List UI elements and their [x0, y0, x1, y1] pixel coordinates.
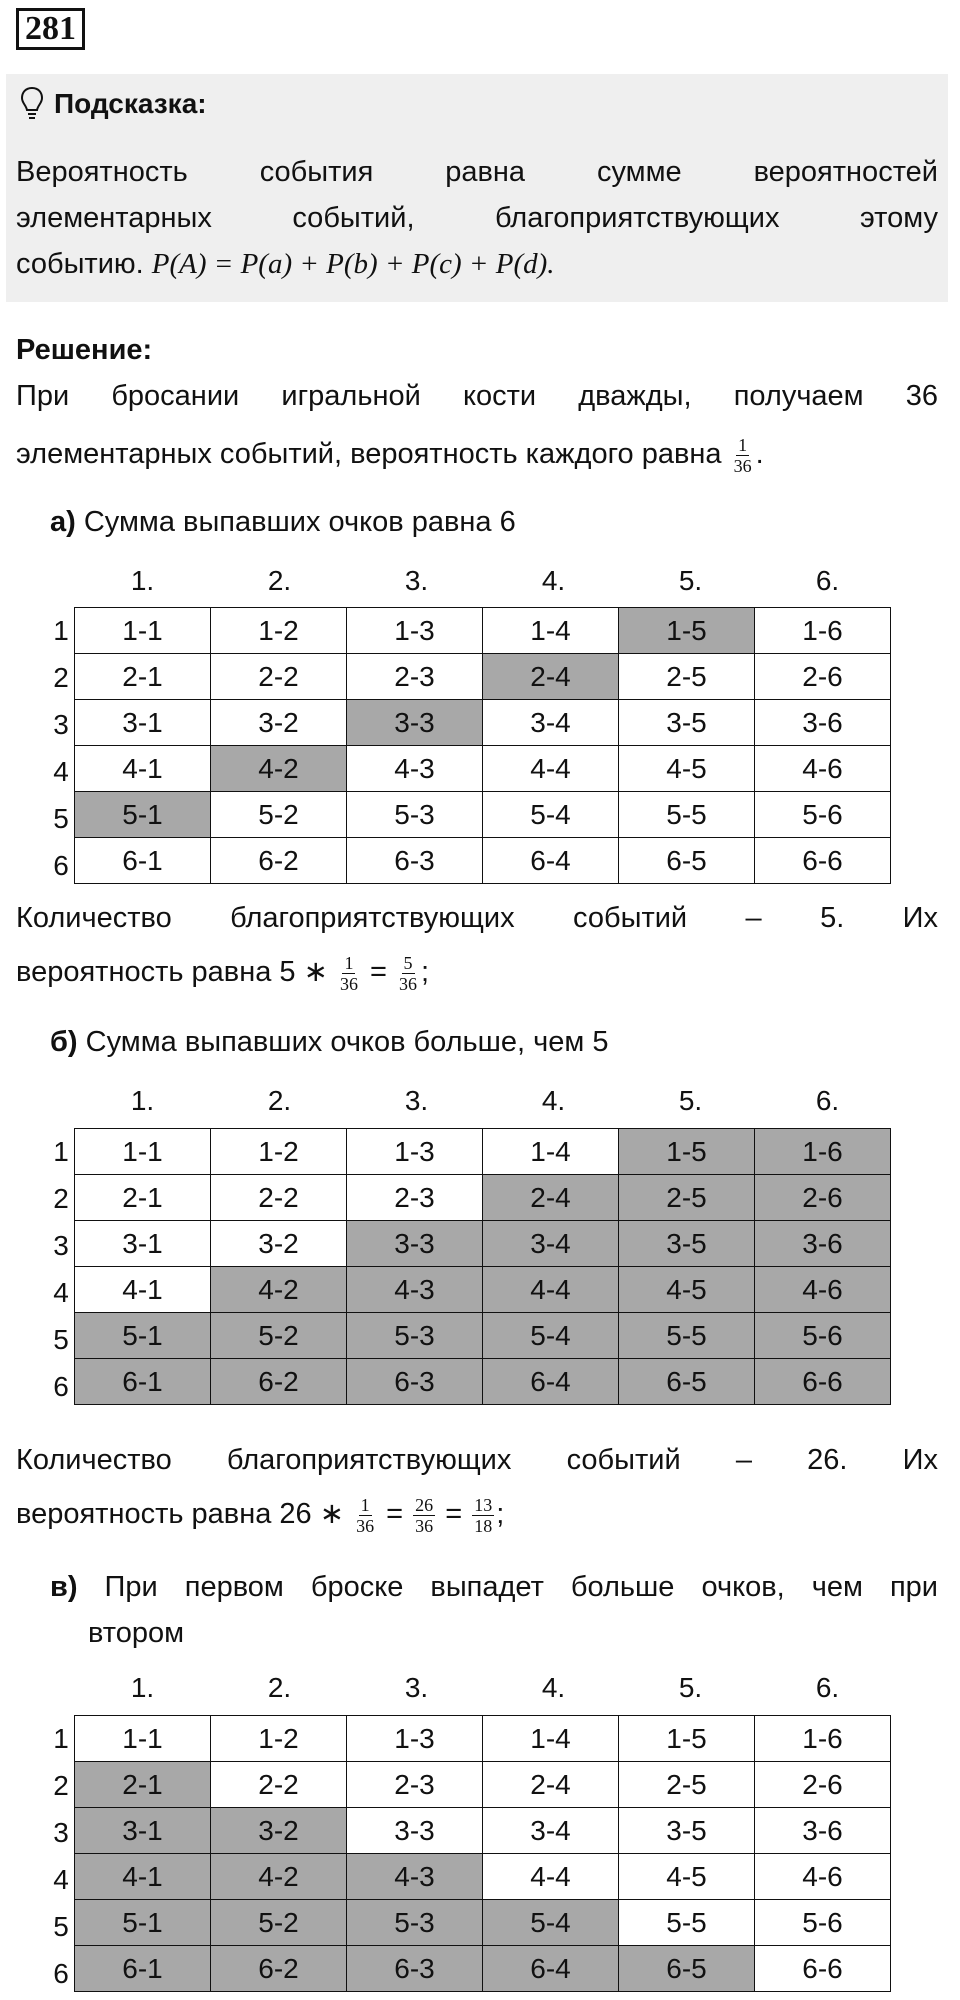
- word: игральной: [281, 380, 421, 412]
- table-cell: 1-3: [347, 608, 483, 654]
- table-cell: 2-6: [755, 1175, 891, 1221]
- hint-title: [20, 84, 207, 124]
- table-cell: 3-5: [619, 1221, 755, 1267]
- table-cell: 5-6: [755, 1313, 891, 1359]
- word: вероятностей: [753, 156, 938, 188]
- row-header: 4: [53, 1864, 69, 1895]
- table-cell: 3-4: [483, 1808, 619, 1854]
- row-header: 3: [53, 709, 69, 740]
- word: событий: [566, 1444, 681, 1476]
- table-row: [75, 838, 891, 884]
- column-header: 3.: [404, 1672, 429, 1703]
- table-cell: 2-5: [619, 1175, 755, 1221]
- word: событий: [573, 902, 688, 934]
- table-cell: 4-1: [75, 1267, 211, 1313]
- row-header: 5: [53, 1911, 69, 1942]
- fraction: $\frac{5}{36}$: [399, 952, 418, 994]
- table-row: [75, 1946, 891, 1992]
- table-cell: 5-3: [347, 1900, 483, 1946]
- column-header: 6.: [815, 1085, 840, 1116]
- word: 26.: [807, 1444, 848, 1476]
- table-cell: 6-5: [619, 1359, 755, 1405]
- table-cell: 3-2: [211, 700, 347, 746]
- table-cell: 2-3: [347, 1762, 483, 1808]
- table-row: [75, 1129, 891, 1175]
- hint-line-1: [16, 150, 938, 194]
- column-header: 5.: [678, 1672, 703, 1703]
- part-b-result-line-1: [16, 1438, 938, 1482]
- table-cell: 6-2: [211, 838, 347, 884]
- fraction: $\frac{1}{36}$: [733, 434, 752, 476]
- table-cell: 4-4: [483, 1267, 619, 1313]
- part-b-table: [74, 1128, 891, 1405]
- table-cell: 6-5: [619, 1946, 755, 1992]
- column-header: 1.: [130, 1085, 155, 1116]
- table-cell: 3-1: [75, 1221, 211, 1267]
- table-cell: 6-1: [75, 1359, 211, 1405]
- part-c-title-line-2: втором: [88, 1617, 185, 1649]
- table-cell: 6-4: [483, 838, 619, 884]
- table-cell: 2-4: [483, 1762, 619, 1808]
- table-cell: 4-2: [211, 746, 347, 792]
- table-cell: 1-1: [75, 608, 211, 654]
- table-cell: 5-1: [75, 1900, 211, 1946]
- word: равна: [445, 156, 526, 188]
- table-cell: 4-3: [347, 1267, 483, 1313]
- table-cell: 5-4: [483, 1313, 619, 1359]
- word: благоприятствующих: [226, 1444, 512, 1476]
- word: событий,: [292, 202, 415, 234]
- part-c-col-headers: [74, 1672, 896, 1704]
- result-text: вероятность равна 26 ∗: [16, 1498, 353, 1530]
- row-header: 2: [53, 1770, 69, 1801]
- table-cell: 5-3: [347, 1313, 483, 1359]
- fraction: $\frac{13}{18}$: [474, 1494, 493, 1536]
- word: 36: [905, 380, 939, 412]
- table-cell: 4-6: [755, 1267, 891, 1313]
- table-row: [75, 1175, 891, 1221]
- table-cell: 4-3: [347, 746, 483, 792]
- part-b-title: б) Сумма выпавших очков больше, чем 5: [50, 1026, 609, 1058]
- word: 5.: [820, 902, 845, 934]
- column-header: 2.: [267, 1085, 292, 1116]
- table-row: [75, 746, 891, 792]
- word: благоприятствующих: [230, 902, 515, 934]
- row-header: 5: [53, 1324, 69, 1355]
- table-cell: 5-5: [619, 1313, 755, 1359]
- task-number: 281: [16, 8, 85, 50]
- table-cell: 1-6: [755, 1716, 891, 1762]
- word: Вероятность: [16, 156, 188, 188]
- word: чем: [811, 1571, 863, 1603]
- part-a-result-line-2: вероятность равна 5 ∗ $\frac{1}{36}$ = $\frac{5}{36}$ ;: [16, 952, 430, 994]
- hint-formula: P(A) = P(a) + P(b) + P(c) + P(d).: [151, 248, 555, 280]
- part-b-row-headers: [50, 1128, 72, 1410]
- word: очков,: [701, 1571, 785, 1603]
- table-row: [75, 1854, 891, 1900]
- column-header: 4.: [541, 1085, 566, 1116]
- table-cell: 1-2: [211, 1129, 347, 1175]
- table-cell: 1-4: [483, 608, 619, 654]
- word: броске: [310, 1571, 404, 1603]
- word: выпадет: [430, 1571, 544, 1603]
- table-cell: 5-3: [347, 792, 483, 838]
- part-a-title: а) Сумма выпавших очков равна 6: [50, 506, 516, 538]
- table-row: [75, 1762, 891, 1808]
- fraction: $\frac{1}{36}$: [339, 952, 358, 994]
- row-header: 6: [53, 1958, 69, 1989]
- column-header: 3.: [404, 1085, 429, 1116]
- table-row: [75, 1313, 891, 1359]
- table-cell: 2-1: [75, 654, 211, 700]
- table-cell: 5-4: [483, 1900, 619, 1946]
- row-header: 4: [53, 1277, 69, 1308]
- word: первом: [184, 1571, 284, 1603]
- table-cell: 4-5: [619, 746, 755, 792]
- table-cell: 3-5: [619, 700, 755, 746]
- table-cell: 1-5: [619, 1129, 755, 1175]
- table-cell: 2-4: [483, 1175, 619, 1221]
- table-cell: 6-2: [211, 1359, 347, 1405]
- table-cell: 6-3: [347, 1359, 483, 1405]
- part-b-col-headers: [74, 1085, 896, 1117]
- word: кости: [462, 380, 537, 412]
- table-cell: 4-6: [755, 746, 891, 792]
- table-cell: 3-6: [755, 700, 891, 746]
- table-cell: 6-6: [755, 1359, 891, 1405]
- word: Количество: [16, 1444, 172, 1476]
- table-cell: 1-3: [347, 1716, 483, 1762]
- table-row: [75, 1267, 891, 1313]
- table-cell: 4-4: [483, 1854, 619, 1900]
- word: При: [16, 380, 70, 412]
- column-header: 3.: [404, 565, 429, 596]
- table-cell: 3-2: [211, 1808, 347, 1854]
- table-cell: 1-4: [483, 1716, 619, 1762]
- table-cell: 6-1: [75, 1946, 211, 1992]
- column-header: 1.: [130, 1672, 155, 1703]
- table-cell: 5-1: [75, 1313, 211, 1359]
- table-cell: 3-1: [75, 1808, 211, 1854]
- table-cell: 3-1: [75, 700, 211, 746]
- table-cell: 5-2: [211, 1900, 347, 1946]
- column-header: 2.: [267, 1672, 292, 1703]
- word: сумме: [596, 156, 682, 188]
- table-cell: 6-4: [483, 1359, 619, 1405]
- table-cell: 3-5: [619, 1808, 755, 1854]
- row-header: 6: [53, 1371, 69, 1402]
- table-cell: 6-1: [75, 838, 211, 884]
- part-a-row-headers: [50, 607, 72, 889]
- solution-line-2-text: элементарных событий, вероятность каждого равна: [16, 438, 722, 470]
- word: –: [735, 1444, 752, 1476]
- part-c-table: [74, 1715, 891, 1992]
- column-header: 5.: [678, 1085, 703, 1116]
- table-cell: 4-6: [755, 1854, 891, 1900]
- row-header: 1: [53, 615, 69, 646]
- solution-line-2: элементарных событий, вероятность каждого равна $\frac{1}{36}$ .: [16, 434, 764, 476]
- row-header: 3: [53, 1230, 69, 1261]
- table-cell: 4-3: [347, 1854, 483, 1900]
- table-cell: 6-6: [755, 1946, 891, 1992]
- word: события: [259, 156, 374, 188]
- word: этому: [859, 202, 938, 234]
- solution-line-1: [16, 374, 938, 418]
- fraction: $\frac{26}{36}$: [415, 1494, 434, 1536]
- row-header: 6: [53, 850, 69, 881]
- row-header: 1: [53, 1136, 69, 1167]
- table-cell: 3-6: [755, 1221, 891, 1267]
- hint-line-3: [16, 242, 555, 286]
- table-cell: 5-5: [619, 792, 755, 838]
- table-cell: 6-5: [619, 838, 755, 884]
- table-row: [75, 1221, 891, 1267]
- table-cell: 1-2: [211, 1716, 347, 1762]
- word: Количество: [16, 902, 172, 934]
- table-cell: 2-3: [347, 1175, 483, 1221]
- table-cell: 2-5: [619, 1762, 755, 1808]
- table-cell: 2-2: [211, 654, 347, 700]
- column-header: 2.: [267, 565, 292, 596]
- table-cell: 1-1: [75, 1716, 211, 1762]
- table-cell: 1-4: [483, 1129, 619, 1175]
- table-cell: 4-2: [211, 1854, 347, 1900]
- table-cell: 2-1: [75, 1175, 211, 1221]
- part-c-title-line-1: [50, 1565, 938, 1609]
- table-cell: 6-4: [483, 1946, 619, 1992]
- column-header: 6.: [815, 1672, 840, 1703]
- word: дважды,: [578, 380, 692, 412]
- table-cell: 2-6: [755, 1762, 891, 1808]
- column-header: 6.: [815, 565, 840, 596]
- table-cell: 6-3: [347, 1946, 483, 1992]
- table-row: [75, 792, 891, 838]
- column-header: 4.: [541, 565, 566, 596]
- table-cell: 4-1: [75, 746, 211, 792]
- word: элементарных: [16, 202, 212, 234]
- table-cell: 5-5: [619, 1900, 755, 1946]
- row-header: 3: [53, 1817, 69, 1848]
- word: Их: [902, 1444, 938, 1476]
- solution-title: Решение:: [16, 334, 153, 366]
- table-cell: 1-1: [75, 1129, 211, 1175]
- row-header: 2: [53, 1183, 69, 1214]
- table-cell: 3-3: [347, 700, 483, 746]
- result-text: вероятность равна 5 ∗: [16, 956, 336, 988]
- row-header: 5: [53, 803, 69, 834]
- table-cell: 4-2: [211, 1267, 347, 1313]
- word: –: [745, 902, 762, 934]
- table-cell: 2-2: [211, 1175, 347, 1221]
- table-cell: 1-5: [619, 1716, 755, 1762]
- table-cell: 3-4: [483, 1221, 619, 1267]
- word: бросании: [111, 380, 240, 412]
- part-a-col-headers: [74, 565, 896, 597]
- table-row: [75, 700, 891, 746]
- word: Их: [902, 902, 939, 934]
- fraction: $\frac{1}{36}$: [356, 1494, 375, 1536]
- column-header: 1.: [130, 565, 155, 596]
- table-cell: 1-2: [211, 608, 347, 654]
- table-row: [75, 608, 891, 654]
- row-header: 1: [53, 1723, 69, 1754]
- table-cell: 1-6: [755, 608, 891, 654]
- table-cell: 5-6: [755, 792, 891, 838]
- table-cell: 5-2: [211, 792, 347, 838]
- table-cell: 6-6: [755, 838, 891, 884]
- column-header: 4.: [541, 1672, 566, 1703]
- column-header: 5.: [678, 565, 703, 596]
- table-cell: 4-4: [483, 746, 619, 792]
- word: при: [889, 1571, 938, 1603]
- row-header: 2: [53, 662, 69, 693]
- word: получаем: [733, 380, 864, 412]
- hint-title-text: Подсказка:: [54, 88, 207, 119]
- table-cell: 3-2: [211, 1221, 347, 1267]
- part-c-row-headers: [50, 1715, 72, 1997]
- hint-line-3-text: событию.: [16, 248, 144, 280]
- part-a-table: [74, 607, 891, 884]
- table-cell: 3-3: [347, 1808, 483, 1854]
- part-a-result-line-1: [16, 896, 938, 940]
- table-cell: 1-3: [347, 1129, 483, 1175]
- table-cell: 4-1: [75, 1854, 211, 1900]
- table-cell: 4-5: [619, 1854, 755, 1900]
- word: в): [50, 1571, 78, 1603]
- row-header: 4: [53, 756, 69, 787]
- table-row: [75, 1808, 891, 1854]
- table-cell: 5-6: [755, 1900, 891, 1946]
- table-cell: 5-2: [211, 1313, 347, 1359]
- table-cell: 1-6: [755, 1129, 891, 1175]
- table-cell: 2-3: [347, 654, 483, 700]
- table-cell: 3-3: [347, 1221, 483, 1267]
- table-cell: 2-2: [211, 1762, 347, 1808]
- table-cell: 5-1: [75, 792, 211, 838]
- table-cell: 4-5: [619, 1267, 755, 1313]
- table-cell: 6-2: [211, 1946, 347, 1992]
- word: благоприятствующих: [495, 202, 780, 234]
- table-cell: 2-6: [755, 654, 891, 700]
- table-cell: 6-3: [347, 838, 483, 884]
- table-cell: 2-5: [619, 654, 755, 700]
- part-b-result-line-2: вероятность равна 26 ∗ $\frac{1}{36}$ = $\frac{26}{36}$ = $\frac{13}{18}$ ;: [16, 1494, 505, 1536]
- hint-line-2: [16, 196, 938, 240]
- table-cell: 5-4: [483, 792, 619, 838]
- table-cell: 3-6: [755, 1808, 891, 1854]
- table-row: [75, 1359, 891, 1405]
- table-cell: 3-4: [483, 700, 619, 746]
- word: больше: [570, 1571, 675, 1603]
- table-row: [75, 1900, 891, 1946]
- table-cell: 2-1: [75, 1762, 211, 1808]
- table-cell: 1-5: [619, 608, 755, 654]
- table-cell: 2-4: [483, 654, 619, 700]
- table-row: [75, 654, 891, 700]
- table-row: [75, 1716, 891, 1762]
- lightbulb-icon: [20, 86, 44, 122]
- word: При: [104, 1571, 158, 1603]
